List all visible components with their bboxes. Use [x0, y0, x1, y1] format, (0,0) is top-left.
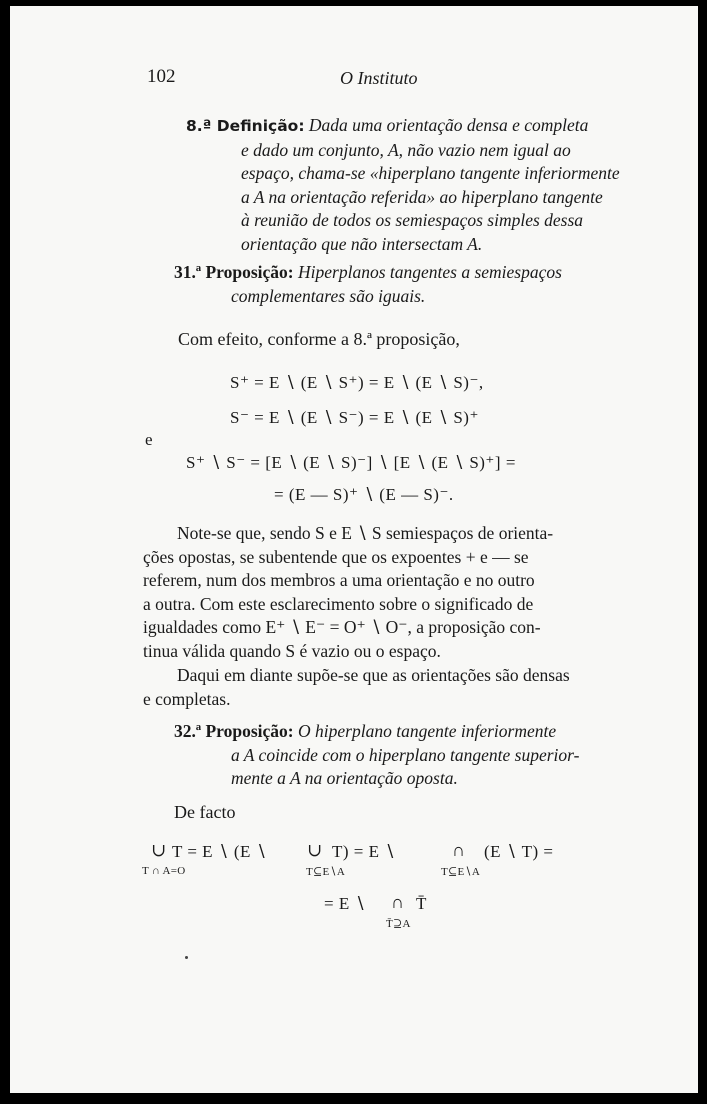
proposition-32-line: O hiperplano tangente inferiormente	[298, 721, 557, 741]
note-line: tinua válida quando S é vazio ou o espaço.	[143, 640, 441, 661]
union-subscript: T ∩ A=O	[142, 865, 186, 877]
intersection-symbol: ∩	[391, 892, 405, 912]
proof-intro: Com efeito, conforme a 8.ª proposição,	[178, 329, 460, 349]
page-number: 102	[147, 66, 176, 87]
note-line: igualdades como E⁺ ∖ E⁻ = O⁺ ∖ O⁻, a proposição con-	[143, 617, 541, 637]
note-paragraph	[143, 522, 610, 663]
definition-8-line: e dado um conjunto, A, não vazio nem igual ao	[241, 139, 571, 160]
intersection-symbol: ∩	[452, 840, 466, 860]
union-subscript: T⊆E∖A	[306, 866, 346, 878]
equation-s-plus: S⁺ = E ∖ (E ∖ S⁺) = E ∖ (E ∖ S)⁻,	[230, 373, 484, 392]
equation-part: (E ∖ T) =	[484, 842, 554, 861]
equation-part: T̄	[416, 894, 427, 913]
definition-8-line: orientação que não intersectam A.	[241, 233, 483, 254]
note-line: Note-se que, sendo S e E ∖ S semiespaços de orienta-	[177, 523, 554, 543]
proposition-31-line: complementares são iguais.	[231, 285, 426, 306]
note-line: ções opostas, se subentende que os expoentes + e — se	[143, 546, 529, 567]
definition-8-line: espaço, chama-se «hiperplano tangente inferiormente	[241, 163, 620, 183]
note-line: a outra. Com este esclarecimento sobre o significado de	[143, 593, 534, 614]
proposition-31	[174, 261, 624, 308]
de-facto: De facto	[174, 802, 236, 822]
connector-e: e	[145, 430, 153, 449]
definition-8-line: Dada uma orientação densa e completa	[308, 115, 589, 135]
equation-part: T = E ∖ (E ∖	[172, 842, 267, 861]
note-line: referem, num dos membros a uma orientação e no outro	[143, 570, 535, 590]
proposition-32-line: a A coincide com o hiperplano tangente superior-	[231, 744, 580, 765]
definition-8-label: 8.ª Definição:	[186, 117, 305, 135]
proposition-31-label: 31.ª Proposição:	[174, 262, 294, 282]
intersection-subscript: T⊆E∖A	[441, 866, 481, 878]
intersection-subscript: T̄⊇A	[386, 918, 411, 930]
proposition-32-label: 32.ª Proposição:	[174, 721, 294, 741]
proposition-31-line: Hiperplanos tangentes a semiespaços	[298, 262, 562, 282]
equation-difference: S⁺ ∖ S⁻ = [E ∖ (E ∖ S)⁻] ∖ [E ∖ (E ∖ S)⁺] =	[186, 453, 516, 472]
equation-s-minus: S⁻ = E ∖ (E ∖ S⁻) = E ∖ (E ∖ S)⁺	[230, 408, 479, 427]
union-symbol: ∪	[151, 840, 167, 860]
assumption-line: Daqui em diante supõe-se que as orientações são densas	[177, 665, 570, 685]
union-symbol: ∪	[307, 840, 323, 860]
page	[10, 6, 698, 1093]
stray-mark	[185, 956, 188, 959]
definition-8-line: à reunião de todos os semiespaços simples dessa	[241, 210, 584, 230]
assumption-paragraph	[143, 664, 610, 711]
equation-part: = E ∖	[324, 894, 366, 913]
equation-difference-result: = (E — S)⁺ ∖ (E — S)⁻.	[274, 485, 454, 504]
equation-part: T) = E ∖	[332, 842, 396, 861]
proposition-32-line: mente a A na orientação oposta.	[231, 768, 458, 788]
definition-8	[186, 114, 620, 256]
assumption-line: e completas.	[143, 688, 231, 709]
definition-8-line: a A na orientação referida» ao hiperplano tangente	[241, 186, 603, 207]
running-title: O Instituto	[340, 68, 418, 88]
proposition-32	[174, 720, 624, 791]
